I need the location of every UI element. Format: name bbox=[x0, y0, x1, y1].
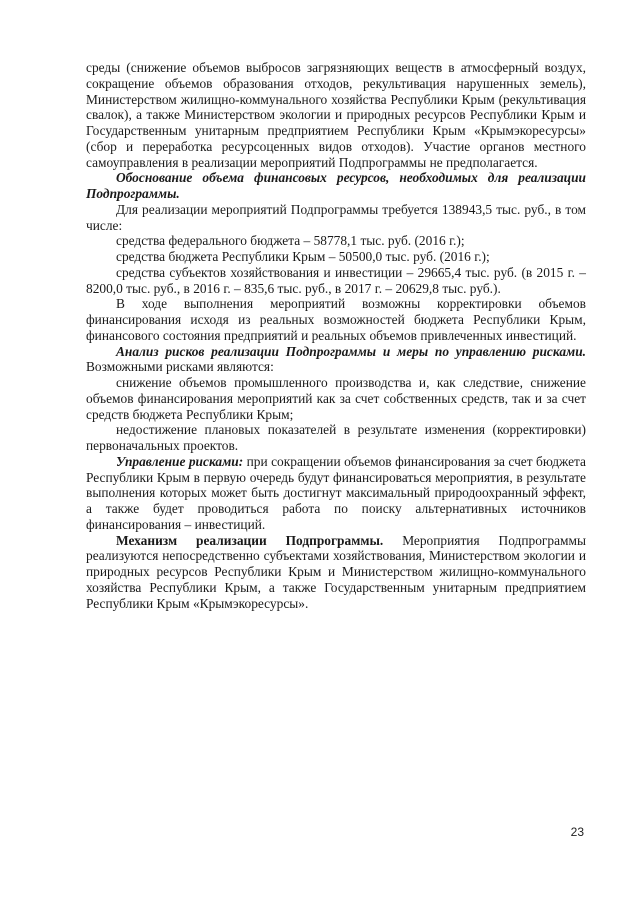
risk-item-production: снижение объемов промышленного производства и, как следствие, снижение объемов финансирования мероприятий как за счет собственных средств, так и за счет средств бюджета Республики Крым; bbox=[86, 375, 586, 422]
finance-heading-paragraph bbox=[86, 170, 586, 202]
mechanism-text: Мероприятия Подпрограммы реализуются непосредственно субъектами хозяйствования, Министерством экологии и природных ресурсов Республики Крым и Министерством жилищно-коммунального хозяйства Республики Крым, а также Государственным унитарным предприятием Республики Крым «Крымэкоресурсы». bbox=[86, 532, 586, 611]
management-heading: Управление рисками: bbox=[116, 453, 244, 469]
risks-paragraph bbox=[86, 344, 586, 376]
risks-heading: Анализ рисков реализации Подпрограммы и меры по управлению рисками. bbox=[116, 343, 586, 359]
management-text: при сокращении объемов финансирования за счет бюджета Республики Крым в первую очередь будут финансироваться мероприятия, в результате выполнения которых может быть достигнут максимальный природоохранный эффект, а также будет проводиться работа по поиску альтернативных источников финансирования – инвестиций. bbox=[86, 453, 586, 532]
finance-item-investments: средства субъектов хозяйствования и инвестиции – 29665,4 тыс. руб. (в 2015 г. – 8200,0 тыс. руб., в 2016 г. – 835,6 тыс. руб., в 2017 г. – 20629,8 тыс. руб.). bbox=[86, 264, 586, 296]
document-page bbox=[86, 60, 586, 611]
finance-total: Для реализации мероприятий Подпрограммы требуется 138943,5 тыс. руб., в том числе: bbox=[86, 201, 586, 233]
risk-item-targets: недостижение плановых показателей в результате изменения (корректировки) первоначальных проектов. bbox=[86, 422, 586, 453]
intro-paragraph: среды (снижение объемов выбросов загрязняющих веществ в атмосферный воздух, сокращение объемов образования отходов, рекультивация нарушенных земель), Министерством жилищно-коммунального хозяйства Республики Крым (рекультивация свалок), а также Министерством экологии и природных ресурсов Республики Крым и Государственным унитарным предприятием Республики Крым «Крымэкоресурсы» (сбор и переработка ресурсоценных видов отходов). Участие органов местного самоуправления в реализации мероприятий Подпрограммы не предполагается. bbox=[86, 60, 586, 170]
finance-heading: Обоснование объема финансовых ресурсов, необходимых для реализации Подпрограммы. bbox=[86, 170, 586, 201]
finance-item-federal: средства федерального бюджета – 58778,1 тыс. руб. (2016 г.); bbox=[116, 233, 465, 249]
risks-lead: Возможными рисками являются: bbox=[86, 359, 274, 375]
finance-item-republic: средства бюджета Республики Крым – 50500,0 тыс. руб. (2016 г.); bbox=[116, 249, 490, 264]
finance-note: В ходе выполнения мероприятий возможны корректировки объемов финансирования исходя из реальных возможностей бюджета Республики Крым, финансового состояния предприятий и реальных объемов привлеченных инвестиций. bbox=[86, 296, 586, 343]
page-number: 23 bbox=[570, 825, 584, 839]
mechanism-paragraph bbox=[86, 533, 586, 612]
mechanism-heading: Механизм реализации Подпрограммы. bbox=[116, 532, 384, 548]
management-paragraph bbox=[86, 454, 586, 533]
